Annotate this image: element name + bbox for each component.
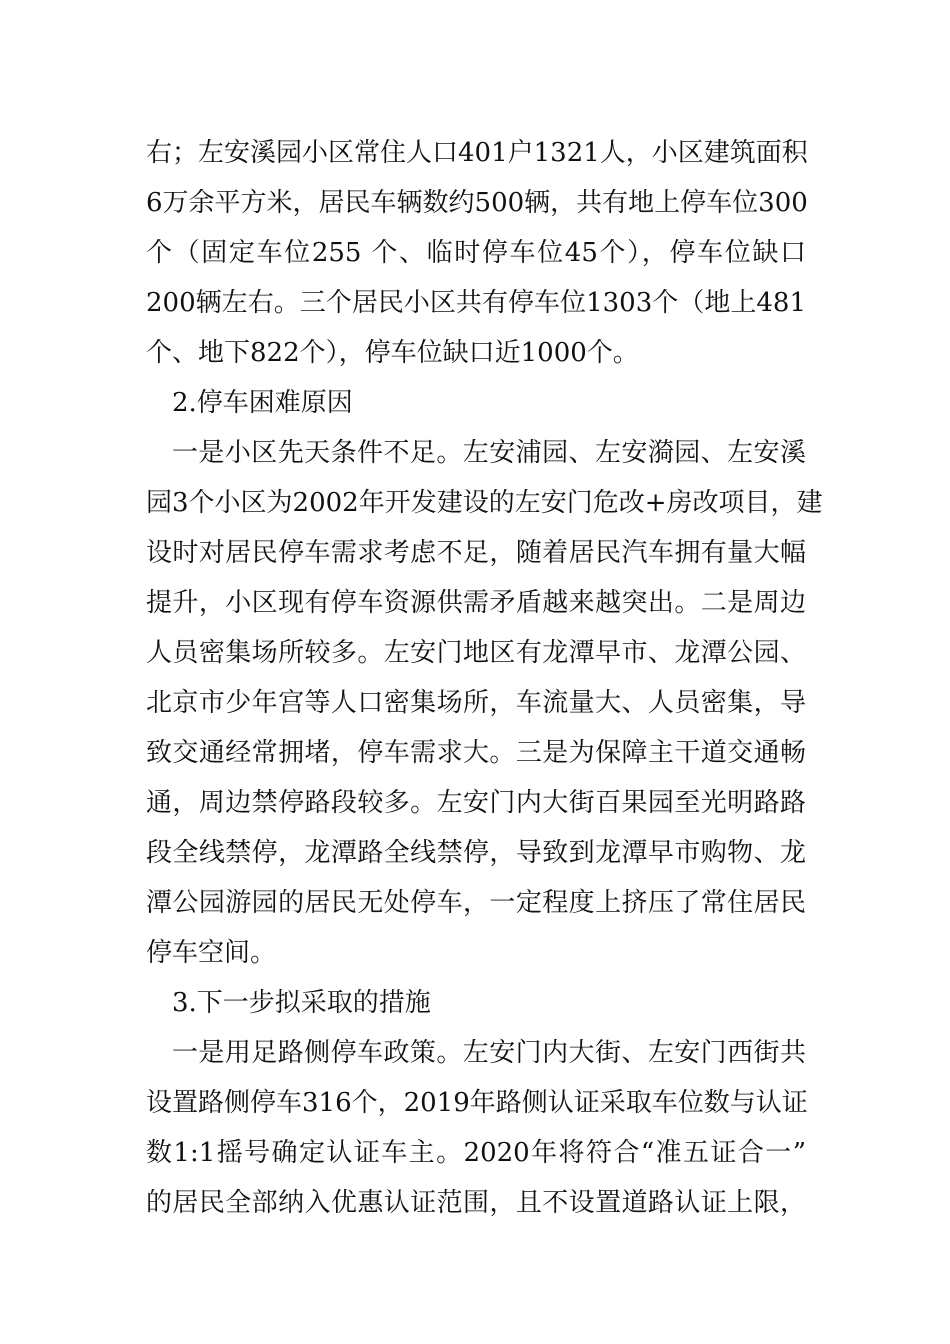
text-line: 200辆左右。三个居民小区共有停车位1303个（地上481 xyxy=(146,288,806,318)
section-heading: 3.下一步拟采取的措施 xyxy=(172,988,431,1018)
text-line: 致交通经常拥堵，停车需求大。三是为保障主干道交通畅 xyxy=(146,738,806,768)
text-line: 数1:1摇号确定认证车主。2020年将符合“准五证合一” xyxy=(146,1138,806,1168)
text-line: 的居民全部纳入优惠认证范围，且不设置道路认证上限， xyxy=(146,1188,806,1218)
text-line: 通，周边禁停路段较多。左安门内大街百果园至光明路路 xyxy=(146,788,806,818)
text-line: 个、地下822个），停车位缺口近1000个。 xyxy=(146,338,639,368)
text-line: 6万余平方米，居民车辆数约500辆，共有地上停车位300 xyxy=(146,188,808,218)
text-line: 北京市少年宫等人口密集场所，车流量大、人员密集，导 xyxy=(146,688,806,718)
text-line: 一是小区先天条件不足。左安浦园、左安漪园、左安溪 xyxy=(172,438,806,468)
text-line: 右；左安溪园小区常住人口401户1321人，小区建筑面积 xyxy=(146,138,808,168)
text-line: 一是用足路侧停车政策。左安门内大街、左安门西街共 xyxy=(172,1038,806,1068)
text-line: 个（固定车位255 个、临时停车位45个），停车位缺口 xyxy=(146,238,806,268)
text-line: 潭公园游园的居民无处停车，一定程度上挤压了常住居民 xyxy=(146,888,806,918)
text-line: 人员密集场所较多。左安门地区有龙潭早市、龙潭公园、 xyxy=(146,638,806,668)
section-heading: 2.停车困难原因 xyxy=(172,388,353,418)
text-line: 段全线禁停，龙潭路全线禁停，导致到龙潭早市购物、龙 xyxy=(146,838,806,868)
text-line: 园3个小区为2002年开发建设的左安门危改+房改项目，建 xyxy=(146,488,823,518)
text-line: 停车空间。 xyxy=(146,938,277,968)
text-line: 设时对居民停车需求考虑不足，随着居民汽车拥有量大幅 xyxy=(146,538,806,568)
text-line: 设置路侧停车316个，2019年路侧认证采取车位数与认证 xyxy=(146,1088,808,1118)
text-line: 提升，小区现有停车资源供需矛盾越来越突出。二是周边 xyxy=(146,588,806,618)
